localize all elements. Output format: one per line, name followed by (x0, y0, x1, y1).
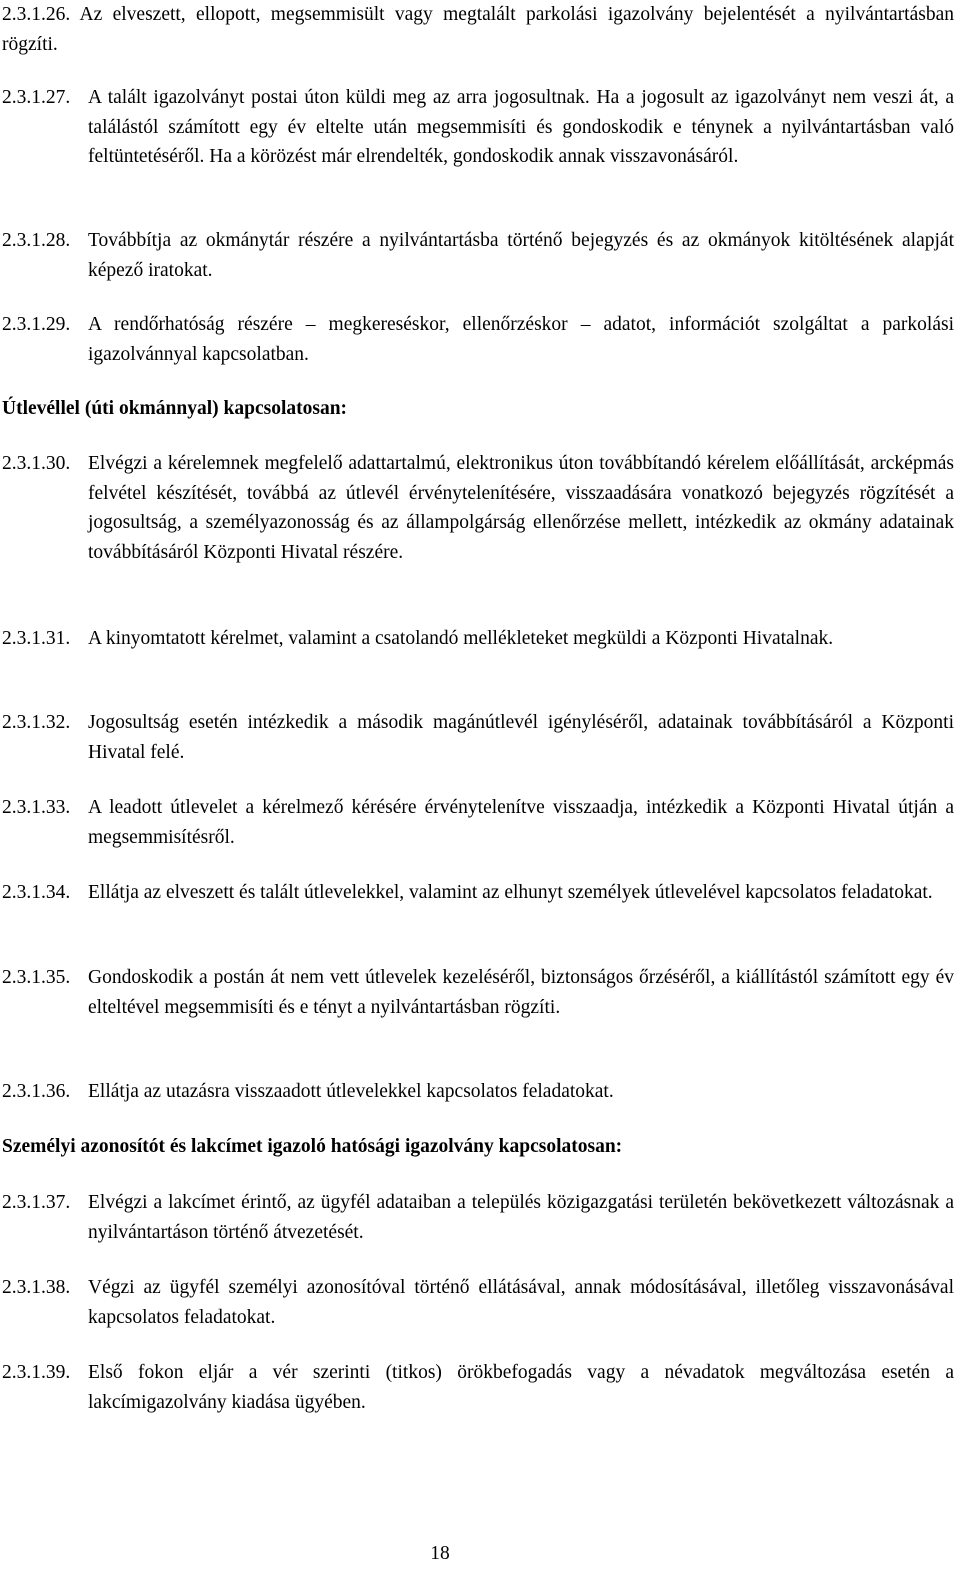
paragraph-number: 2.3.1.29. (2, 314, 71, 335)
paragraph-number: 2.3.1.35. (2, 967, 71, 988)
paragraph-number: 2.3.1.34. (2, 882, 71, 903)
paragraph-2-3-1-39 (2, 1358, 954, 1417)
paragraph-2-3-1-33 (2, 793, 954, 852)
paragraph-2-3-1-37 (2, 1188, 954, 1247)
paragraph-number: 2.3.1.39. (2, 1362, 71, 1383)
paragraph-text: Első fokon eljár a vér szerinti (titkos) örökbefogadás vagy a névadatok megváltozása esetén a lakcímigazolvány kiadása ügyében. (88, 1362, 954, 1413)
paragraph-text: A leadott útlevelet a kérelmező kérésére érvénytelenítve visszaadja, intézkedik a Központi Hivatal útján a megsemmisítésről. (88, 797, 954, 848)
paragraph-2-3-1-34 (2, 878, 954, 908)
paragraph-text: Gondoskodik a postán át nem vett útlevelek kezeléséről, biztonságos őrzéséről, a kiállítástól számított egy év elteltével megsemmisíti és e tényt a nyilvántartásban rögzíti. (88, 967, 954, 1018)
paragraph-number: 2.3.1.31. (2, 628, 71, 649)
paragraph-text: Elvégzi a lakcímet érintő, az ügyfél adataiban a település közigazgatási területén bekövetkezett változásnak a nyilvántartáson történő átvezetését. (88, 1192, 954, 1243)
section-heading-passport: Útlevéllel (úti okmánnyal) kapcsolatosan: (2, 398, 348, 419)
paragraph-2-3-1-31 (2, 624, 954, 654)
paragraph-text: Jogosultság esetén intézkedik a második magánútlevél igényléséről, adatainak továbbításáról a Központi Hivatal felé. (88, 712, 954, 763)
paragraph-number: 2.3.1.26. (2, 4, 71, 25)
paragraph-text: Ellátja az elveszett és talált útlevelekkel, valamint az elhunyt személyek útlevelével kapcsolatos feladatokat. (88, 882, 933, 903)
paragraph-number: 2.3.1.37. (2, 1192, 71, 1213)
paragraph-text: Elvégzi a kérelemnek megfelelő adattartalmú, elektronikus úton továbbítandó kérelem előállítását, arcképmás felvétel készítését, továbbá az útlevél érvénytelenítésére, visszaadására vonatkozó bejegyzés rögzítését a jogosultság, a személyazonosság és az állampolgárság ellenőrzése mellett, intézkedik az okmány adatainak továbbításáról Központi Hivatal részére. (88, 453, 954, 563)
paragraph-2-3-1-38 (2, 1273, 954, 1332)
paragraph-number: 2.3.1.27. (2, 87, 71, 108)
paragraph-number: 2.3.1.38. (2, 1277, 71, 1298)
paragraph-number: 2.3.1.32. (2, 712, 71, 733)
paragraph-2-3-1-35 (2, 963, 954, 1022)
paragraph-number: 2.3.1.28. (2, 230, 71, 251)
paragraph-2-3-1-30 (2, 449, 954, 567)
paragraph-2-3-1-28 (2, 226, 954, 285)
paragraph-2-3-1-29 (2, 310, 954, 369)
paragraph-2-3-1-26 (2, 0, 954, 59)
paragraph-number: 2.3.1.30. (2, 453, 71, 474)
paragraph-text: A rendőrhatóság részére – megkereséskor, ellenőrzéskor – adatot, információt szolgáltat a parkolási igazolvánnyal kapcsolatban. (88, 314, 954, 365)
paragraph-number: 2.3.1.36. (2, 1081, 71, 1102)
paragraph-2-3-1-36 (2, 1077, 954, 1107)
page-number: 18 (430, 1543, 450, 1564)
paragraph-text: Ellátja az utazásra visszaadott útlevelekkel kapcsolatos feladatokat. (88, 1081, 614, 1102)
paragraph-text: Az elveszett, ellopott, megsemmisült vagy megtalált parkolási igazolvány bejelentését a nyilvántartásban rögzíti. (2, 4, 954, 55)
paragraph-2-3-1-32 (2, 708, 954, 767)
paragraph-text: Végzi az ügyfél személyi azonosítóval történő ellátásával, annak módosításával, illetőleg visszavonásával kapcsolatos feladatokat. (88, 1277, 954, 1328)
paragraph-text: Továbbítja az okmánytár részére a nyilvántartásba történő bejegyzés és az okmányok kitöltésének alapját képező iratokat. (88, 230, 954, 281)
paragraph-text: A talált igazolványt postai úton küldi meg az arra jogosultnak. Ha a jogosult az igazolványt nem veszi át, a találástól számított egy év eltelte után megsemmisíti és gondoskodik e ténynek a nyilvántartásban való feltüntetéséről. Ha a körözést már elrendelték, gondoskodik annak visszavonásáról. (88, 87, 954, 167)
paragraph-2-3-1-27 (2, 83, 954, 172)
paragraph-number: 2.3.1.33. (2, 797, 71, 818)
section-heading-id-card: Személyi azonosítót és lakcímet igazoló hatósági igazolvány kapcsolatosan: (2, 1136, 623, 1157)
paragraph-text: A kinyomtatott kérelmet, valamint a csatolandó mellékleteket megküldi a Központi Hivatalnak. (88, 628, 834, 649)
